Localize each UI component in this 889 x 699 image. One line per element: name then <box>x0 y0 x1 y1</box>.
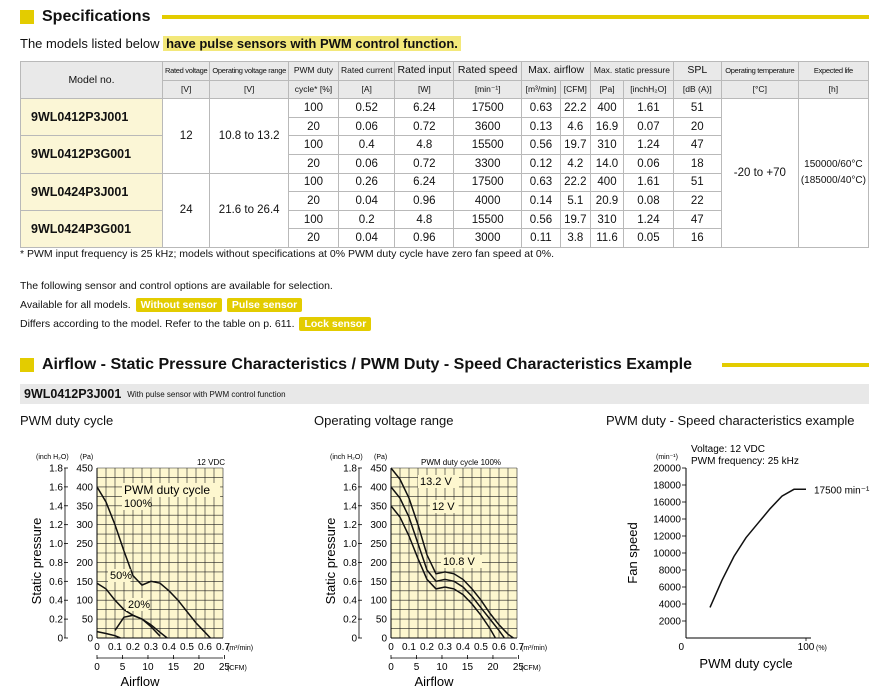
expected-life: 150000/60°C (185000/40°C) <box>798 99 868 248</box>
x-tick-label-cfm: 25 <box>218 662 231 673</box>
y-tick-label-inch: 1.0 <box>49 539 63 551</box>
x-tick-label-m3: 0.1 <box>402 642 416 653</box>
table-row: 9WL0412P3G001 100 0.4 4.8 15500 0.56 19.7 310 1.24 47 <box>21 136 869 155</box>
x-tick-label-cfm: 10 <box>436 662 448 673</box>
y-tick-label-inch: 0.8 <box>49 557 63 569</box>
series-label: PWM duty cycle <box>124 483 211 497</box>
col-input: Rated input <box>395 62 454 81</box>
tag-pulse-sensor: Pulse sensor <box>227 298 302 312</box>
y-tick-label: 12000 <box>653 531 681 543</box>
unit-x: (%) <box>816 645 827 652</box>
y-tick-label: 2000 <box>658 616 681 628</box>
end-label: 17500 min⁻¹ <box>814 485 870 497</box>
y-tick-label: 10000 <box>653 548 681 560</box>
note-voltage: Voltage: 12 VDC <box>691 444 765 455</box>
col-model: Model no. <box>21 62 163 99</box>
y-tick-label: 16000 <box>653 497 681 509</box>
series-label: 12 V <box>432 501 455 513</box>
x-tick-label-m3: 0.4 <box>162 642 176 653</box>
table-row: 20 0.06 0.72 3300 0.12 4.2 14.0 0.06 18 <box>21 154 869 173</box>
table-row: 20 0.04 0.96 4000 0.14 5.1 20.9 0.08 22 <box>21 192 869 211</box>
y-tick-label-pa: 400 <box>370 482 387 494</box>
x-axis-label: Airflow <box>414 674 454 689</box>
table-row: 20 0.06 0.72 3600 0.13 4.6 16.9 0.07 20 <box>21 117 869 136</box>
y-tick-label-pa: 0 <box>87 633 93 645</box>
options-all: Available for all models. Without sensor Pulse sensor <box>20 299 302 311</box>
y-tick-label: 8000 <box>658 565 681 577</box>
options-intro: The following sensor and control options are available for selection. <box>20 280 333 292</box>
y-tick-label: 6000 <box>658 582 681 594</box>
x-tick-label-m3: 0.6 <box>198 642 212 653</box>
series-label: 10.8 V <box>443 556 475 568</box>
y-tick-label-pa: 300 <box>76 520 93 532</box>
y-tick-label-pa: 50 <box>375 614 387 626</box>
y-tick-label-inch: 0.2 <box>49 614 63 626</box>
note-frequency: PWM frequency: 25 kHz <box>691 456 799 467</box>
rated-voltage: 24 <box>163 173 210 247</box>
y-tick-label-pa: 50 <box>81 614 93 626</box>
y-tick-label-inch: 1.8 <box>49 463 63 475</box>
y-tick-label-inch: 1.4 <box>49 501 63 513</box>
x-tick-label-cfm: 0 <box>94 662 100 673</box>
model-name: 9WL0412P3J001 <box>21 99 163 136</box>
y-tick-label-inch: 0 <box>57 633 63 645</box>
series-label: 12 VDC <box>196 458 225 467</box>
temp-range: -20 to +70 <box>721 99 798 248</box>
x-tick-label-m3: 0.1 <box>108 642 122 653</box>
y-tick-label-inch: 1.2 <box>343 520 357 532</box>
y-tick-label: 18000 <box>653 480 681 492</box>
y-tick-label-pa: 0 <box>381 633 387 645</box>
unit-inch: (inch H₂O) <box>36 454 69 461</box>
specifications-table: Model no. Rated voltage Operating voltage range PWM duty Rated current Rated input Rated speed Max. airflow Max. static pressure SPL Operating temperature Expected life [V] [V] cycle* [%] [A] [W] [min⁻¹] [m³/min] [CFM] [Pa] [inchH₂O] [dB (A)] [°C] [h] 9WL0412P3J001 12 10.8 to 13.2 100 0.52 6.24 17500 0.63 22.2 400 1.61 51 -20 to +70 150000/60°C (185000/40°C) 20 0.06 0.72 3600 0.13 4.6 16.9 0.07 20 9WL0412P3G001 100 0.4 4.8 15500 0.56 19.7 310 1.24 47 20 0.06 0.72 3300 0.12 4.2 14.0 0.06 18 9WL0424P3J001 24 21.6 to 26.4 100 0.26 6.24 17500 0.63 22.2 400 1.61 51 20 0.04 0.96 4000 0.14 5.1 20.9 0.08 22 9WL0424P3G001 100 0.2 4.8 15500 0.56 19.7 310 1.24 47 20 0.04 0.96 3000 0.11 3.8 11.6 0.05 16 <box>20 61 869 248</box>
y-tick-label: 20000 <box>653 463 681 475</box>
col-rated-voltage: Rated voltage <box>163 62 210 81</box>
x-tick-label-cfm: 15 <box>461 662 474 673</box>
x-tick-label-cfm: 20 <box>487 662 499 673</box>
col-life: Expected life <box>798 62 868 81</box>
chart-model-bar <box>20 384 869 404</box>
section-title: Specifications <box>42 8 151 25</box>
unit-cfm: (CFM) <box>227 665 247 672</box>
y-tick-label-inch: 1.0 <box>343 539 357 551</box>
y-tick-label-pa: 300 <box>370 520 387 532</box>
table-row: 9WL0424P3J001 24 21.6 to 26.4 100 0.26 6.24 17500 0.63 22.2 400 1.61 51 <box>21 173 869 192</box>
section-rule <box>162 15 869 19</box>
x-tick-label-m3: 0.2 <box>420 642 434 653</box>
chart-title-speed: PWM duty - Speed characteristics example <box>606 413 855 428</box>
model-name: 9WL0412P3G001 <box>21 136 163 173</box>
col-op-voltage: Operating voltage range <box>210 62 289 81</box>
x-tick-label: 0 <box>678 642 684 653</box>
tag-lock-sensor: Lock sensor <box>299 317 371 331</box>
unit-pa: (Pa) <box>374 454 388 461</box>
chart-title-voltage: Operating voltage range <box>314 413 454 428</box>
y-tick-label-pa: 250 <box>76 539 93 551</box>
y-tick-label-pa: 450 <box>370 463 387 475</box>
y-tick-label-inch: 0.6 <box>343 576 357 588</box>
x-tick-label-m3: 0.7 <box>510 642 524 653</box>
x-tick-label-cfm: 5 <box>119 662 126 673</box>
model-name: 9WL0424P3G001 <box>21 210 163 247</box>
y-tick-label-inch: 1.8 <box>343 463 357 475</box>
y-axis-label: Fan speed <box>625 522 640 584</box>
unit-inch: (inch H₂O) <box>330 454 363 461</box>
spec-section-header <box>20 8 150 26</box>
speed-line <box>710 489 806 607</box>
x-tick-label-m3: 0.5 <box>180 642 194 653</box>
tag-without-sensor: Without sensor <box>136 298 222 312</box>
unit-cfm: (CFM) <box>521 665 541 672</box>
x-axis-label: Airflow <box>120 674 160 689</box>
table-row: 20 0.04 0.96 3000 0.11 3.8 11.6 0.05 16 <box>21 229 869 248</box>
y-tick-label-inch: 1.6 <box>343 482 357 494</box>
x-tick-label-m3: 0 <box>94 642 100 653</box>
unit-m3: (m³/min) <box>227 645 254 652</box>
x-tick-label-m3: 0 <box>388 642 394 653</box>
y-tick-label-inch: 1.4 <box>343 501 357 513</box>
chart-title-pwm: PWM duty cycle <box>20 413 114 428</box>
series-label: 20% <box>128 599 151 611</box>
y-tick-label-pa: 200 <box>76 557 93 569</box>
chart-model-sub: With pulse sensor with PWM control function <box>127 389 286 399</box>
y-tick-label-pa: 100 <box>370 595 387 607</box>
series-label: 50% <box>110 570 133 582</box>
y-tick-label: 4000 <box>658 599 681 611</box>
x-axis-label: PWM duty cycle <box>699 656 793 671</box>
op-voltage-range: 21.6 to 26.4 <box>210 173 289 247</box>
pwm-duty-chart <box>20 440 310 698</box>
x-tick-label-cfm: 0 <box>388 662 394 673</box>
speed-chart <box>606 440 876 698</box>
x-tick-label-m3: 0.3 <box>144 642 158 653</box>
x-tick-label-cfm: 25 <box>512 662 525 673</box>
y-tick-label-pa: 350 <box>76 501 93 513</box>
section-title: Airflow - Static Pressure Characteristics / PWM Duty - Speed Characteristics Example <box>42 356 692 373</box>
y-tick-label-pa: 150 <box>370 576 387 588</box>
series-label: PWM duty cycle 100% <box>421 458 502 467</box>
y-tick-label-inch: 0.6 <box>49 576 63 588</box>
col-airflow: Max. airflow <box>522 62 591 81</box>
y-axis-label: Static pressure <box>323 517 338 605</box>
series-label: 13.2 V <box>420 476 452 488</box>
y-tick-label-pa: 250 <box>370 539 387 551</box>
op-voltage-chart <box>314 440 604 698</box>
unit-pa: (Pa) <box>80 454 94 461</box>
x-tick-label-m3: 0.6 <box>492 642 506 653</box>
unit-y: (min⁻¹) <box>656 454 678 461</box>
x-tick-label-m3: 0.5 <box>474 642 488 653</box>
y-tick-label-inch: 0.4 <box>49 595 63 607</box>
x-tick-label-cfm: 20 <box>193 662 205 673</box>
y-tick-label-inch: 0.8 <box>343 557 357 569</box>
x-tick-label-m3: 0.4 <box>456 642 470 653</box>
y-tick-label-pa: 450 <box>76 463 93 475</box>
y-tick-label-pa: 150 <box>76 576 93 588</box>
x-tick-label-cfm: 15 <box>167 662 180 673</box>
y-tick-label-pa: 200 <box>370 557 387 569</box>
op-voltage-range: 10.8 to 13.2 <box>210 99 289 173</box>
y-axis-label: Static pressure <box>29 517 44 605</box>
y-tick-label: 14000 <box>653 514 681 526</box>
x-tick-label: 100 <box>797 642 815 653</box>
x-tick-label-cfm: 10 <box>142 662 154 673</box>
x-tick-label-m3: 0.3 <box>438 642 452 653</box>
pwm-note: * PWM input frequency is 25 kHz; models without specifications at 0% PWM duty cycle have zero fan speed at 0%. <box>20 248 554 260</box>
rated-voltage: 12 <box>163 99 210 173</box>
y-tick-label-inch: 0.4 <box>343 595 357 607</box>
y-tick-label-inch: 0 <box>351 633 357 645</box>
x-tick-label-m3: 0.2 <box>126 642 140 653</box>
section-marker <box>20 10 34 24</box>
intro-highlight: have pulse sensors with PWM control function. <box>163 36 461 51</box>
y-tick-label-inch: 0.2 <box>343 614 357 626</box>
y-tick-label-pa: 350 <box>370 501 387 513</box>
y-tick-label-pa: 400 <box>76 482 93 494</box>
table-row: 9WL0424P3G001 100 0.2 4.8 15500 0.56 19.7 310 1.24 47 <box>21 210 869 229</box>
y-tick-label-inch: 1.2 <box>49 520 63 532</box>
col-current: Rated current <box>338 62 395 81</box>
options-differs: Differs according to the model. Refer to the table on p. 611. Lock sensor <box>20 318 371 330</box>
section-marker <box>20 358 34 372</box>
col-temp: Operating temperature <box>721 62 798 81</box>
airflow-section-header <box>20 356 692 374</box>
x-tick-label-m3: 0.7 <box>216 642 230 653</box>
table-row: 9WL0412P3J001 12 10.8 to 13.2 100 0.52 6.24 17500 0.63 22.2 400 1.61 51 -20 to +70 150000/60°C (185000/40°C) <box>21 99 869 118</box>
y-tick-label-pa: 100 <box>76 595 93 607</box>
col-pwm: PWM duty <box>288 62 338 81</box>
intro-text: The models listed below have pulse sensors with PWM control function. <box>20 36 461 51</box>
unit-m3: (m³/min) <box>521 645 548 652</box>
section-rule <box>722 363 869 367</box>
y-tick-label-inch: 1.6 <box>49 482 63 494</box>
col-pressure: Max. static pressure <box>591 62 674 81</box>
series-label: 100% <box>124 498 153 510</box>
col-speed: Rated speed <box>454 62 522 81</box>
model-name: 9WL0424P3J001 <box>21 173 163 210</box>
x-tick-label-cfm: 5 <box>413 662 420 673</box>
col-spl: SPL <box>673 62 721 81</box>
chart-model-name: 9WL0412P3J001 <box>24 387 122 401</box>
